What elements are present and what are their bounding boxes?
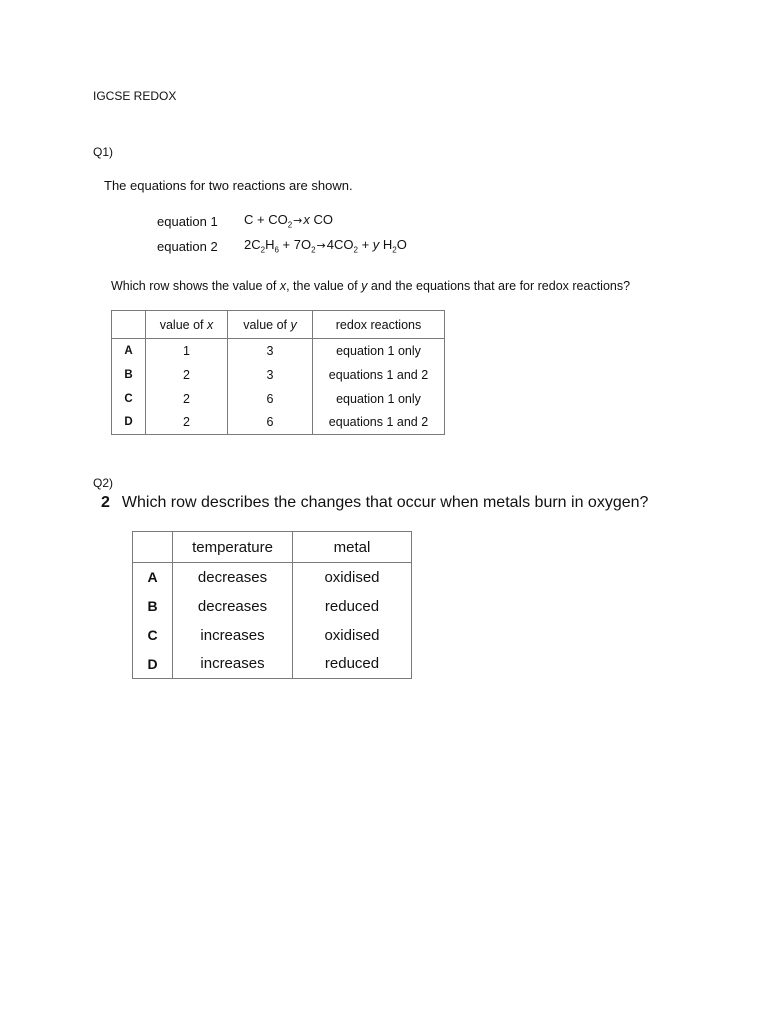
cell-y: 6 [228, 387, 313, 411]
table-row [112, 339, 445, 363]
row-letter: D [133, 650, 173, 679]
table-row [112, 363, 445, 387]
cell-redox: equations 1 and 2 [313, 411, 445, 435]
row-letter: D [112, 411, 146, 435]
header-cell-temperature: temperature [173, 532, 293, 563]
cell-y: 6 [228, 411, 313, 435]
table-row [112, 387, 445, 411]
arrow-icon: → [316, 239, 326, 252]
equation-1-name: equation 1 [157, 214, 218, 229]
question-1-text: Which row shows the value of x, the value of y and the equations that are for redox reactions? [111, 279, 631, 293]
row-letter: A [133, 563, 173, 592]
table-row [133, 592, 412, 621]
table-header-row [112, 311, 445, 339]
question-2-text: 2 Which row describes the changes that occur when metals burn in oxygen? [101, 494, 649, 511]
question-1-table [111, 310, 445, 435]
cell-temperature: decreases [173, 563, 293, 592]
question-2-label: Q2) [93, 476, 114, 490]
cell-temperature: increases [173, 621, 293, 650]
cell-x: 1 [146, 339, 228, 363]
question-2-table [132, 531, 412, 679]
equation-1: $C + CO_2\to x$ CO [244, 212, 334, 230]
cell-metal: oxidised [293, 621, 412, 650]
row-letter: B [133, 592, 173, 621]
cell-redox: equation 1 only [313, 387, 445, 411]
header-cell-metal: metal [293, 532, 412, 563]
question-1-intro: The equations for two reactions are shown. [104, 178, 353, 193]
question-1-label: Q1) [93, 145, 114, 159]
cell-y: 3 [228, 339, 313, 363]
cell-temperature: increases [173, 650, 293, 679]
header-cell-blank [133, 532, 173, 563]
table-header-row [133, 532, 412, 563]
cell-x: 2 [146, 363, 228, 387]
header-cell-value-y: value of y [228, 311, 313, 339]
row-letter: A [112, 339, 146, 363]
cell-x: 2 [146, 387, 228, 411]
table-row [133, 621, 412, 650]
header-cell-redox: redox reactions [313, 311, 445, 339]
cell-x: 2 [146, 411, 228, 435]
header-cell-value-x: value of x [146, 311, 228, 339]
cell-metal: reduced [293, 592, 412, 621]
cell-metal: oxidised [293, 563, 412, 592]
row-letter: C [112, 387, 146, 411]
table-row [133, 650, 412, 679]
row-letter: B [112, 363, 146, 387]
document-title: IGCSE REDOX [93, 89, 177, 103]
arrow-icon: → [293, 214, 303, 227]
table-row [112, 411, 445, 435]
table-row [133, 563, 412, 592]
equation-2: $2C_2H_6 + 7O_2\to 4CO_2 + y$ $H_2O$ [244, 237, 407, 255]
cell-metal: reduced [293, 650, 412, 679]
cell-redox: equations 1 and 2 [313, 363, 445, 387]
equation-2-name: equation 2 [157, 239, 218, 254]
row-letter: C [133, 621, 173, 650]
cell-redox: equation 1 only [313, 339, 445, 363]
cell-temperature: decreases [173, 592, 293, 621]
cell-y: 3 [228, 363, 313, 387]
header-cell-blank [112, 311, 146, 339]
question-2-number: 2 [101, 494, 110, 511]
